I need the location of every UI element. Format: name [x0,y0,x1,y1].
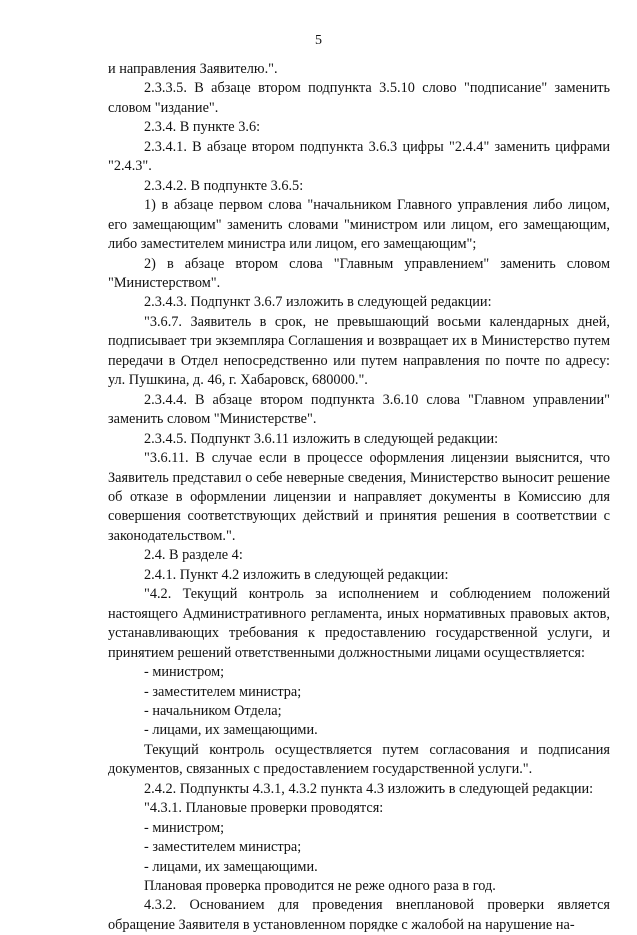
paragraph: "4.3.1. Плановые проверки проводятся: [144,800,384,817]
paragraph: 2.3.4.1. В абзаце втором подпункта 3.6.3 цифры "2.4.4" заменить цифрами "2.4.3". [108,138,610,175]
page-number: 5 [315,33,322,48]
list-item: - министром; [144,819,225,836]
paragraph: Текущий контроль осуществляется путем согласования и подписания документов, связанных с предоставлением государственной услуги.". [108,741,610,778]
paragraph: 2.3.4.4. В абзаце втором подпункта 3.6.10 слова "Главном управлении" заменить словом "Министерстве". [108,391,610,428]
paragraph: 4.3.2. Основанием для проведения внеплановой проверки является обращение Заявителя в установленном порядке с жалобой на нарушение на- [108,897,610,933]
paragraph: 2.4.2. Подпункты 4.3.1, 4.3.2 пункта 4.3 изложить в следующей редакции: [144,780,594,797]
paragraph: 2.3.4.5. Подпункт 3.6.11 изложить в следующей редакции: [144,430,499,447]
paragraph: 2) в абзаце втором слова "Главным управлением" заменить словом "Министерством". [108,255,610,291]
list-item: - начальником Отдела; [144,702,282,719]
list-item: - министром; [144,664,225,681]
paragraph: "3.6.11. В случае если в процессе оформления лицензии выяснится, что Заявитель представил о себе неверные сведения, Министерство выносит решение об отказе в оформлении лицензии и направляет документы в Комиссию для совершения соответствующих действий и принятия решения в соответствии с законодательством.". [108,450,610,544]
section-heading: 2.3.4. В пункте 3.6: [144,119,261,136]
list-item: - лицами, их замещающими. [144,858,318,875]
paragraph: Плановая проверка проводится не реже одного раза в год. [144,878,496,895]
document-body [108,60,610,935]
section-heading: 2.3.4.2. В подпункте 3.6.5: [144,177,304,194]
paragraph: 2.3.3.5. В абзаце втором подпункта 3.5.10 слово "подписание" заменить словом "издание". [108,80,610,116]
paragraph: 2.4.1. Пункт 4.2 изложить в следующей редакции: [144,566,449,583]
section-heading: 2.4. В разделе 4: [144,547,243,564]
list-item: - заместителем министра; [144,839,302,856]
paragraph: и направления Заявителю.". [108,61,278,77]
paragraph: "3.6.7. Заявитель в срок, не превышающий восьми календарных дней, подписывает три экземпляра Соглашения и возвращает их в Министерство путем передачи в Отдел непосредственно или путем направления по почте по адресу: ул. Пушкина, д. 46, г. Хабаровск, 680000.". [108,313,610,389]
paragraph: 1) в абзаце первом слова "начальником Главного управления либо лицом, его замещающим" заменить словами "министром или лицом, его замещающим, либо заместителем министра или лицом, его замещающим"; [108,197,610,253]
list-item: - заместителем министра; [144,683,302,700]
paragraph: "4.2. Текущий контроль за исполнением и соблюдением положений настоящего Административного регламента, иных нормативных правовых актов, устанавливающих требования к предоставлению государственной услуги, и принятием решений ответственными должностными лицами осуществляется: [108,586,610,661]
list-item: - лицами, их замещающими. [144,722,318,739]
paragraph: 2.3.4.3. Подпункт 3.6.7 изложить в следующей редакции: [144,294,492,311]
